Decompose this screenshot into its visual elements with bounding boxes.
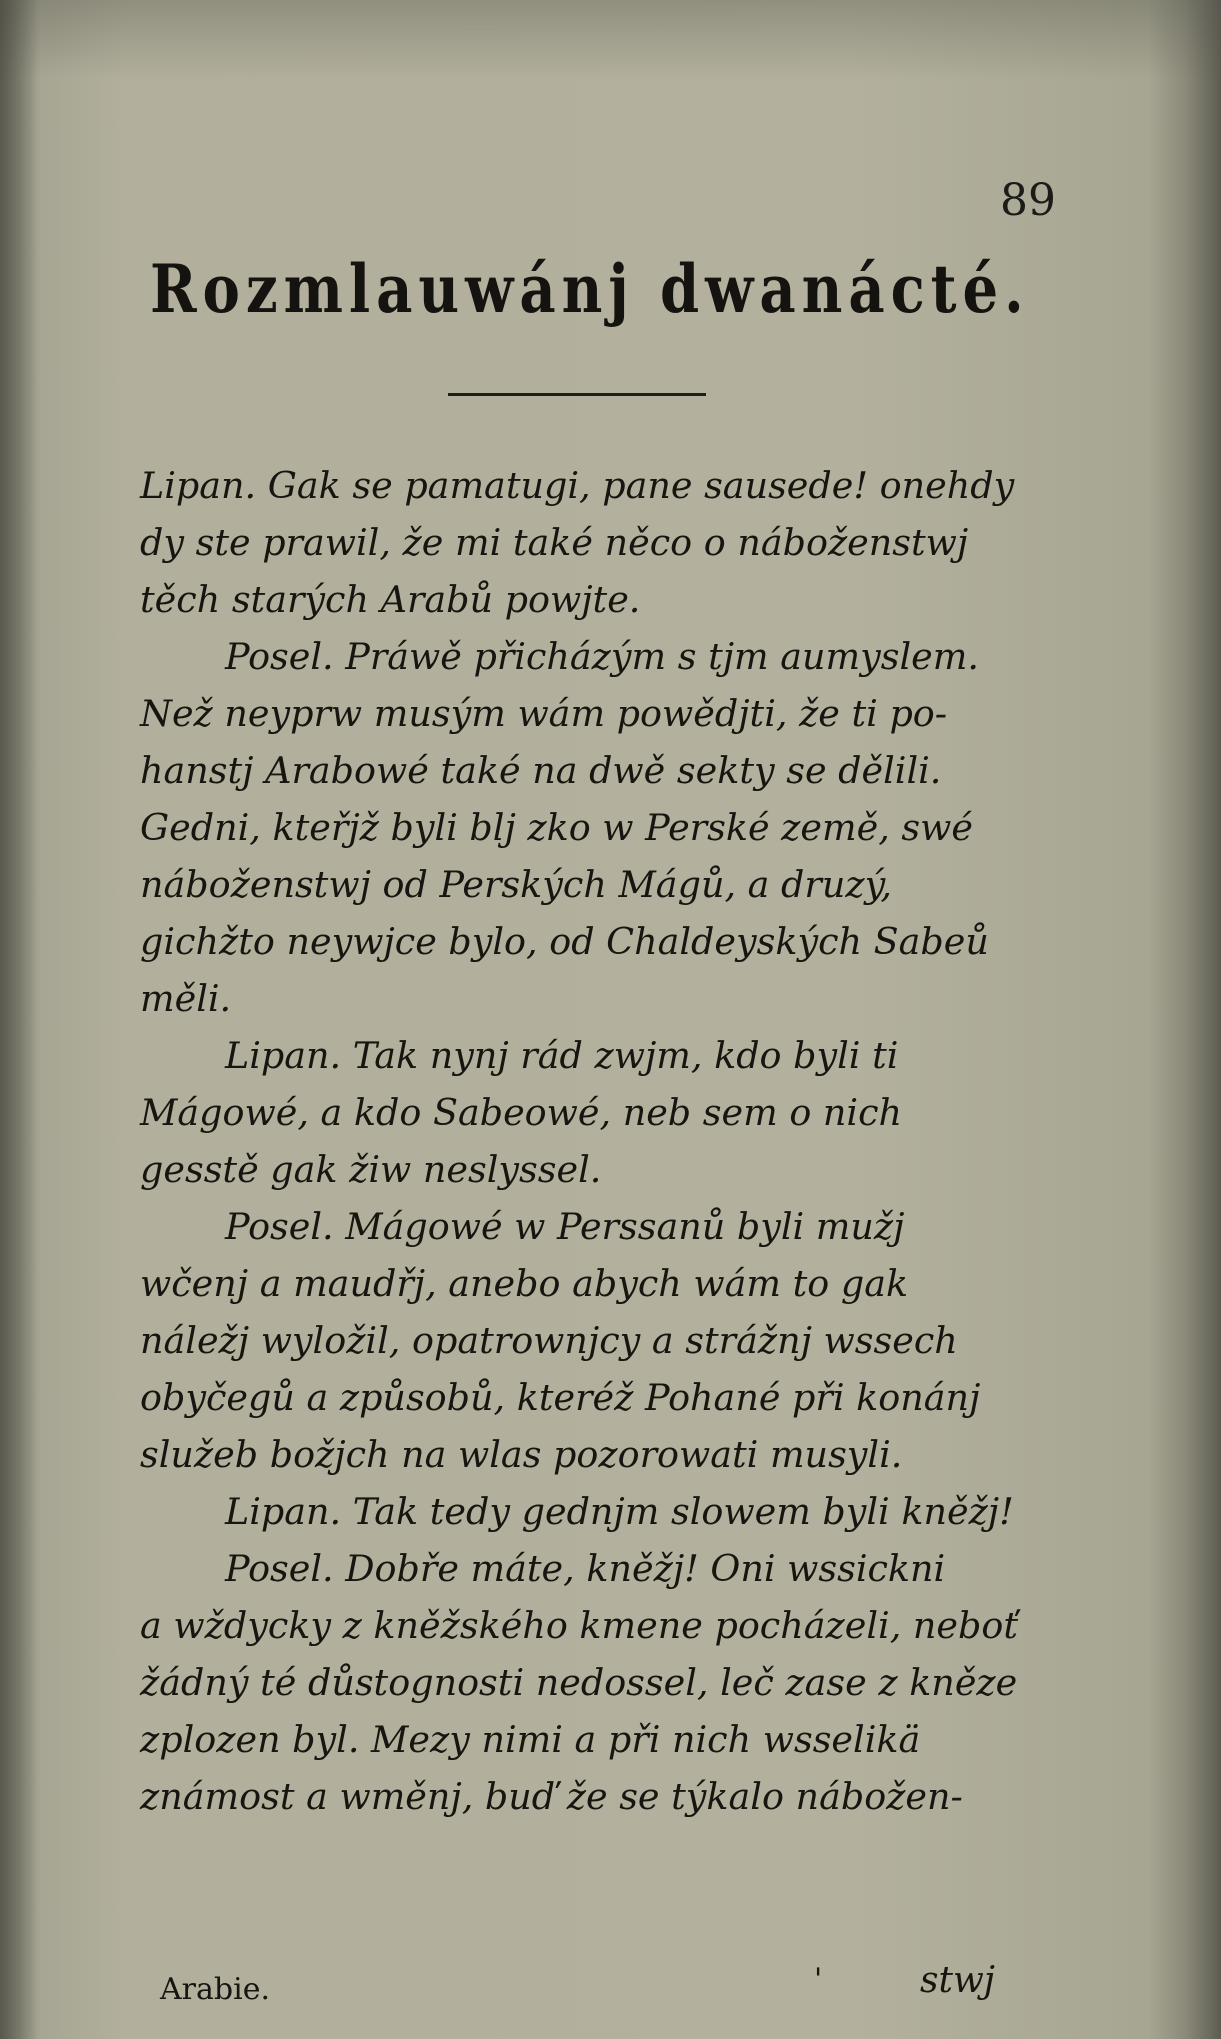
- text-line: Lipan. Gak se pamatugi, pane sausede! onehdy: [140, 464, 1015, 507]
- text-line: Posel. Mágowé w Perssanů byli mužj: [225, 1205, 905, 1248]
- text-line: Lipan. Tak tedy gednjm slowem byli kněžj!: [225, 1490, 1014, 1533]
- text-line: zplozen byl. Mezy nimi a při nich wsselikä: [140, 1718, 921, 1761]
- text-line: wčenj a maudřj, anebo abych wám to gak: [140, 1262, 909, 1305]
- text-line: služeb božjch na wlas pozorowati musyli.: [140, 1433, 903, 1476]
- heading-rule: [448, 393, 706, 396]
- text-line: Posel. Práwě přicházým s tjm aumyslem.: [225, 635, 979, 678]
- text-line: gichžto neywjce bylo, od Chaldeyských Sabeů: [140, 920, 989, 963]
- page-number: 89: [1000, 175, 1056, 226]
- text-line: dy ste prawil, že mi také něco o náboženstwj: [140, 521, 969, 564]
- text-line: Posel. Dobře máte, kněžj! Oni wssickni: [225, 1547, 946, 1590]
- text-line: Gedni, kteřjž byli blj zko w Perské země, swé: [140, 806, 973, 849]
- text-line: měli.: [140, 977, 232, 1020]
- text-line: gesstě gak žiw neslyssel.: [140, 1148, 602, 1191]
- text-line: těch starých Arabů powjte.: [140, 578, 641, 621]
- signature-mark: Arabie.: [160, 1972, 270, 2007]
- footer-mark: ': [814, 1962, 823, 1997]
- text-line: a wždycky z kněžského kmene pocházeli, neboť: [140, 1604, 1019, 1647]
- text-line: obyčegů a způsobů, kteréž Pohané při konánj: [140, 1376, 981, 1419]
- text-line: Než neyprw musým wám powědjti, že ti po-: [140, 692, 948, 735]
- page-gutter: [0, 0, 40, 2039]
- text-line: náboženstwj od Perských Mágů, a druzý,: [140, 863, 892, 906]
- text-line: Lipan. Tak nynj rád zwjm, kdo byli ti: [225, 1034, 899, 1077]
- text-line: známost a wměnj, buď že se týkalo nábožen-: [140, 1775, 963, 1818]
- text-line: náležj wyložil, opatrownjcy a strážnj wssech: [140, 1319, 958, 1362]
- chapter-heading: Rozmlauwánj dwanácté.: [150, 250, 1030, 328]
- text-line: Mágowé, a kdo Sabeowé, neb sem o nich: [140, 1091, 903, 1134]
- catchword: stwj: [920, 1960, 995, 2001]
- page-shadow: [0, 0, 1221, 80]
- text-line: žádný té důstognosti nedossel, leč zase z kněze: [140, 1661, 1018, 1704]
- text-line: hanstj Arabowé také na dwě sekty se dělili.: [140, 749, 942, 792]
